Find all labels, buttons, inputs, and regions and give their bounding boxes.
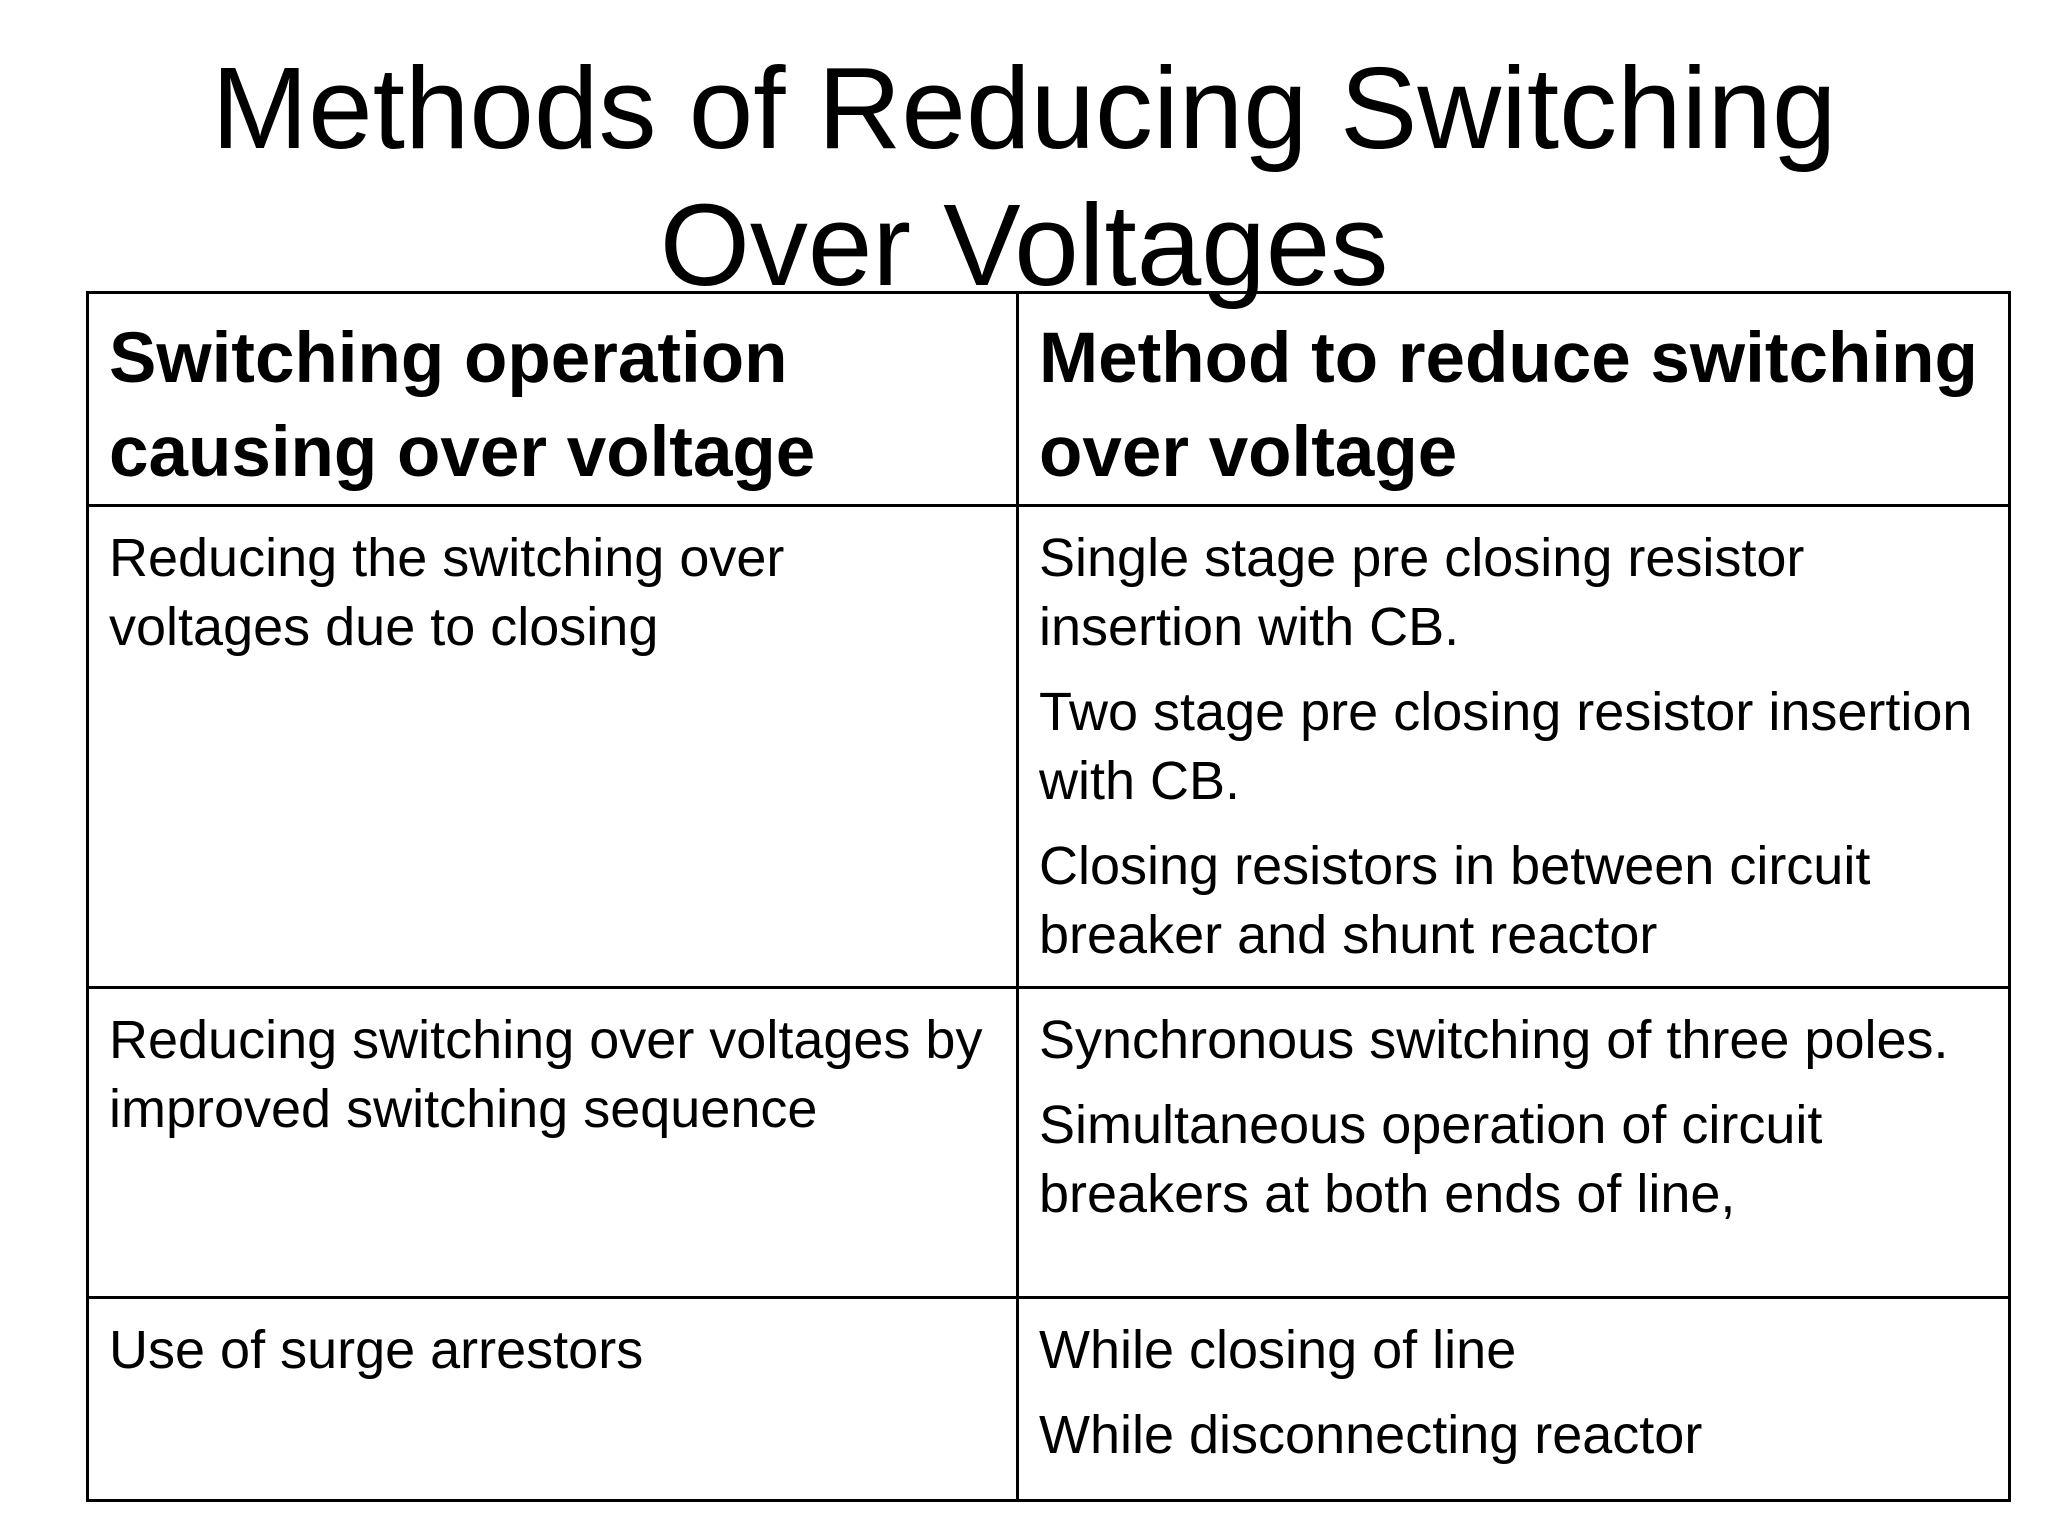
methods-table (86, 291, 2011, 1502)
operation-cell: Use of surge arrestors (88, 1298, 1018, 1501)
method-item: Synchronous switching of three poles. (1039, 1010, 1949, 1070)
method-item: Simultaneous operation of circuit breakers at both ends of line, (1039, 1095, 1823, 1224)
slide-title-line-2: Over Voltages (659, 180, 1389, 310)
table-row (88, 988, 2010, 1298)
slide-title (0, 40, 2048, 314)
method-item: While closing of line (1039, 1320, 1517, 1380)
methods-cell (1018, 1298, 2010, 1501)
method-item: While disconnecting reactor (1039, 1405, 1703, 1465)
operation-cell: Reducing switching over voltages by improved switching sequence (88, 988, 1018, 1298)
method-item: Closing resistors in between circuit breaker and shunt reactor (1039, 836, 1871, 965)
methods-cell (1018, 988, 2010, 1298)
table-row (88, 506, 2010, 988)
slide-title-line-1: Methods of Reducing Switching (211, 43, 1837, 173)
table-header-row (88, 293, 2010, 506)
operation-cell: Reducing the switching over voltages due to closing (88, 506, 1018, 988)
methods-cell (1018, 506, 2010, 988)
table-row (88, 1298, 2010, 1501)
method-item: Two stage pre closing resistor insertion with CB. (1039, 682, 1973, 811)
header-switching-operation: Switching operation causing over voltage (88, 293, 1018, 506)
method-item: Single stage pre closing resistor insertion with CB. (1039, 528, 1805, 657)
header-method-to-reduce: Method to reduce switching over voltage (1018, 293, 2010, 506)
